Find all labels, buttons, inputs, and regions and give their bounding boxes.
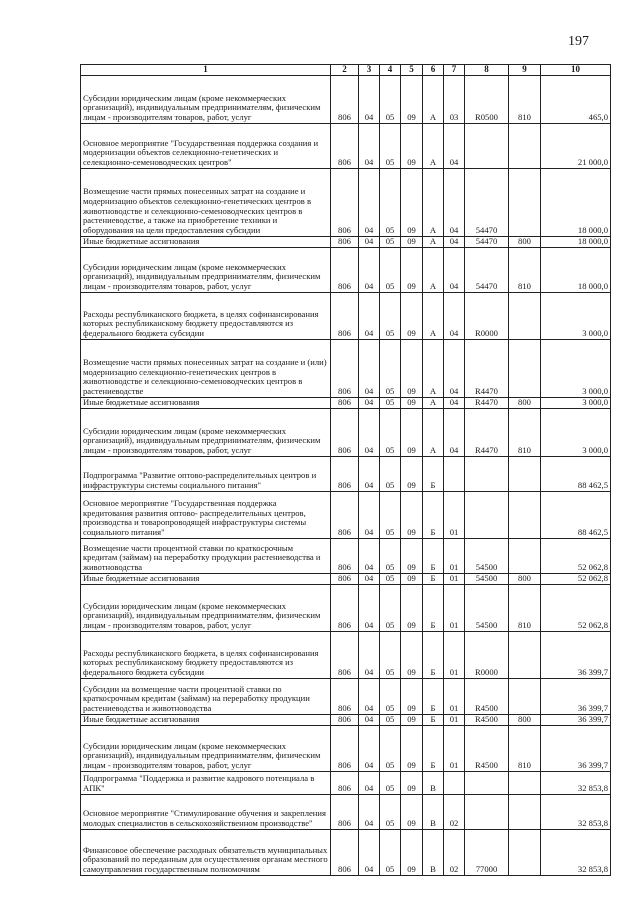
expense-type-cell: [509, 169, 541, 237]
glava-cell: 806: [331, 457, 359, 492]
table-body: [81, 76, 611, 876]
razdel-cell: 04: [359, 772, 380, 795]
row-name-cell: Иные бюджетные ассигнования: [81, 574, 331, 585]
measure-cell: 02: [444, 830, 465, 876]
amount-cell: 52 062,8: [541, 574, 611, 585]
program-cell: 09: [401, 539, 423, 574]
program-cell: 09: [401, 492, 423, 539]
subprogram-cell: В: [423, 830, 444, 876]
glava-cell: 806: [331, 715, 359, 726]
razdel-cell: 04: [359, 585, 380, 632]
program-cell: 09: [401, 169, 423, 237]
measure-cell: 04: [444, 169, 465, 237]
subprogram-cell: Б: [423, 726, 444, 772]
direction-cell: 54500: [465, 574, 509, 585]
razdel-cell: 04: [359, 457, 380, 492]
direction-cell: R0000: [465, 293, 509, 340]
amount-cell: 18 000,0: [541, 169, 611, 237]
subprogram-cell: А: [423, 409, 444, 457]
table-row: [81, 248, 611, 293]
razdel-cell: 04: [359, 293, 380, 340]
program-cell: 09: [401, 237, 423, 248]
podrazdel-cell: 05: [380, 492, 401, 539]
program-cell: 09: [401, 795, 423, 830]
razdel-cell: 04: [359, 539, 380, 574]
expense-type-cell: [509, 293, 541, 340]
razdel-cell: 04: [359, 409, 380, 457]
glava-cell: 806: [331, 340, 359, 398]
amount-cell: 36 399,7: [541, 726, 611, 772]
program-cell: 09: [401, 340, 423, 398]
table-row: [81, 340, 611, 398]
glava-cell: 806: [331, 830, 359, 876]
glava-cell: 806: [331, 726, 359, 772]
program-cell: 09: [401, 457, 423, 492]
razdel-cell: 04: [359, 76, 380, 124]
expense-type-cell: [509, 124, 541, 169]
glava-cell: 806: [331, 492, 359, 539]
measure-cell: 04: [444, 248, 465, 293]
subprogram-cell: Б: [423, 679, 444, 715]
podrazdel-cell: 05: [380, 715, 401, 726]
subprogram-cell: А: [423, 398, 444, 409]
podrazdel-cell: 05: [380, 539, 401, 574]
measure-cell: 04: [444, 409, 465, 457]
page-number: 197: [568, 34, 589, 49]
column-header-8: 8: [465, 65, 509, 76]
measure-cell: [444, 457, 465, 492]
row-name-cell: Субсидии юридическим лицам (кроме некоммерческих организаций), индивидуальным предпринимателям, физическим лицам - производителям товаров, работ, услуг: [81, 726, 331, 772]
measure-cell: 03: [444, 76, 465, 124]
table-row: [81, 679, 611, 715]
table-row: [81, 539, 611, 574]
expense-type-cell: [509, 830, 541, 876]
direction-cell: 54500: [465, 539, 509, 574]
expense-type-cell: 800: [509, 237, 541, 248]
amount-cell: 52 062,8: [541, 539, 611, 574]
amount-cell: 52 062,8: [541, 585, 611, 632]
table-row: [81, 398, 611, 409]
amount-cell: 36 399,7: [541, 632, 611, 679]
measure-cell: 01: [444, 726, 465, 772]
amount-cell: 3 000,0: [541, 409, 611, 457]
amount-cell: 88 462,5: [541, 457, 611, 492]
podrazdel-cell: 05: [380, 248, 401, 293]
table-row: [81, 457, 611, 492]
razdel-cell: 04: [359, 169, 380, 237]
razdel-cell: 04: [359, 679, 380, 715]
amount-cell: 32 853,8: [541, 772, 611, 795]
subprogram-cell: А: [423, 293, 444, 340]
measure-cell: 04: [444, 237, 465, 248]
amount-cell: 36 399,7: [541, 715, 611, 726]
amount-cell: 3 000,0: [541, 398, 611, 409]
column-header-3: 3: [359, 65, 380, 76]
measure-cell: 04: [444, 398, 465, 409]
program-cell: 09: [401, 772, 423, 795]
glava-cell: 806: [331, 409, 359, 457]
direction-cell: [465, 492, 509, 539]
subprogram-cell: Б: [423, 492, 444, 539]
program-cell: 09: [401, 248, 423, 293]
glava-cell: 806: [331, 248, 359, 293]
program-cell: 09: [401, 293, 423, 340]
measure-cell: 04: [444, 340, 465, 398]
table-row: [81, 772, 611, 795]
program-cell: 09: [401, 726, 423, 772]
subprogram-cell: Б: [423, 715, 444, 726]
program-cell: 09: [401, 830, 423, 876]
subprogram-cell: А: [423, 248, 444, 293]
amount-cell: 32 853,8: [541, 830, 611, 876]
glava-cell: 806: [331, 124, 359, 169]
table-row: [81, 76, 611, 124]
direction-cell: R4470: [465, 340, 509, 398]
razdel-cell: 04: [359, 124, 380, 169]
row-name-cell: Субсидии юридическим лицам (кроме некоммерческих организаций), индивидуальным предпринимателям, физическим лицам - производителям товаров, работ, услуг: [81, 248, 331, 293]
measure-cell: 04: [444, 293, 465, 340]
razdel-cell: 04: [359, 398, 380, 409]
amount-cell: 18 000,0: [541, 248, 611, 293]
direction-cell: [465, 772, 509, 795]
podrazdel-cell: 05: [380, 409, 401, 457]
row-name-cell: Субсидии на возмещение части процентной ставки по краткосрочным кредитам (займам) на переработку продукции растениеводства и животноводства: [81, 679, 331, 715]
row-name-cell: Финансовое обеспечение расходных обязательств муниципальных образований по переданным для осуществления органам местного самоуправления государственным полномочиям: [81, 830, 331, 876]
glava-cell: 806: [331, 398, 359, 409]
podrazdel-cell: 05: [380, 574, 401, 585]
razdel-cell: 04: [359, 248, 380, 293]
podrazdel-cell: 05: [380, 293, 401, 340]
amount-cell: 32 853,8: [541, 795, 611, 830]
measure-cell: 01: [444, 585, 465, 632]
column-header-1: 1: [81, 65, 331, 76]
measure-cell: 01: [444, 539, 465, 574]
expense-type-cell: 800: [509, 715, 541, 726]
expense-type-cell: 800: [509, 398, 541, 409]
podrazdel-cell: 05: [380, 398, 401, 409]
measure-cell: 01: [444, 574, 465, 585]
razdel-cell: 04: [359, 632, 380, 679]
expense-type-cell: [509, 632, 541, 679]
amount-cell: 18 000,0: [541, 237, 611, 248]
program-cell: 09: [401, 715, 423, 726]
table-row: [81, 830, 611, 876]
table-row: [81, 124, 611, 169]
table-row: [81, 795, 611, 830]
expense-type-cell: [509, 679, 541, 715]
amount-cell: 3 000,0: [541, 293, 611, 340]
header-row: [81, 65, 611, 76]
subprogram-cell: Б: [423, 457, 444, 492]
column-header-7: 7: [444, 65, 465, 76]
expense-type-cell: [509, 457, 541, 492]
razdel-cell: 04: [359, 492, 380, 539]
row-name-cell: Субсидии юридическим лицам (кроме некоммерческих организаций), индивидуальным предпринимателям, физическим лицам - производителям товаров, работ, услуг: [81, 76, 331, 124]
direction-cell: [465, 124, 509, 169]
row-name-cell: Возмещение части процентной ставки по краткосрочным кредитам (займам) на переработку продукции растениеводства и животноводства: [81, 539, 331, 574]
expense-type-cell: [509, 795, 541, 830]
measure-cell: 01: [444, 715, 465, 726]
podrazdel-cell: 05: [380, 772, 401, 795]
subprogram-cell: А: [423, 169, 444, 237]
program-cell: 09: [401, 409, 423, 457]
direction-cell: 54470: [465, 248, 509, 293]
row-name-cell: Основное мероприятие "Государственная поддержка кредитования развития оптово- распределительных центров, производства и товаропроводящей инфраструктуры системы социального питания": [81, 492, 331, 539]
podrazdel-cell: 05: [380, 457, 401, 492]
expense-type-cell: 810: [509, 409, 541, 457]
glava-cell: 806: [331, 772, 359, 795]
podrazdel-cell: 05: [380, 169, 401, 237]
subprogram-cell: Б: [423, 574, 444, 585]
direction-cell: R4470: [465, 398, 509, 409]
amount-cell: 465,0: [541, 76, 611, 124]
podrazdel-cell: 05: [380, 237, 401, 248]
expense-type-cell: [509, 492, 541, 539]
direction-cell: R0000: [465, 632, 509, 679]
table-row: [81, 574, 611, 585]
subprogram-cell: А: [423, 340, 444, 398]
row-name-cell: Расходы республиканского бюджета, в целях софинансирования которых республиканскому бюджету предоставляются из федерального бюджета субсидии: [81, 293, 331, 340]
glava-cell: 806: [331, 795, 359, 830]
direction-cell: 77000: [465, 830, 509, 876]
expense-type-cell: 810: [509, 585, 541, 632]
program-cell: 09: [401, 398, 423, 409]
subprogram-cell: А: [423, 76, 444, 124]
row-name-cell: Возмещение части прямых понесенных затрат на создание и модернизацию объектов селекционно-генетических центров в животноводстве и селекционно-семеноводческих центров в растениеводстве, а также на приобретение техники и оборудования на цели предоставления субсидии: [81, 169, 331, 237]
direction-cell: R4500: [465, 715, 509, 726]
table-row: [81, 409, 611, 457]
podrazdel-cell: 05: [380, 76, 401, 124]
row-name-cell: Субсидии юридическим лицам (кроме некоммерческих организаций), индивидуальным предпринимателям, физическим лицам - производителям товаров, работ, услуг: [81, 585, 331, 632]
measure-cell: 01: [444, 679, 465, 715]
program-cell: 09: [401, 632, 423, 679]
program-cell: 09: [401, 124, 423, 169]
direction-cell: [465, 457, 509, 492]
subprogram-cell: Б: [423, 632, 444, 679]
table-row: [81, 492, 611, 539]
measure-cell: 02: [444, 795, 465, 830]
expense-type-cell: 810: [509, 726, 541, 772]
glava-cell: 806: [331, 679, 359, 715]
row-name-cell: Расходы республиканского бюджета, в целях софинансирования которых республиканскому бюджету предоставляются из федерального бюджета субсидии: [81, 632, 331, 679]
column-header-4: 4: [380, 65, 401, 76]
column-header-9: 9: [509, 65, 541, 76]
row-name-cell: Возмещение части прямых понесенных затрат на создание и (или) модернизацию селекционно-генетических центров в животноводстве и селекционно-семеноводческих центров в растениеводстве: [81, 340, 331, 398]
subprogram-cell: А: [423, 124, 444, 169]
razdel-cell: 04: [359, 574, 380, 585]
subprogram-cell: Б: [423, 585, 444, 632]
program-cell: 09: [401, 585, 423, 632]
glava-cell: 806: [331, 76, 359, 124]
table-row: [81, 632, 611, 679]
direction-cell: R4500: [465, 679, 509, 715]
glava-cell: 806: [331, 574, 359, 585]
razdel-cell: 04: [359, 237, 380, 248]
column-header-2: 2: [331, 65, 359, 76]
glava-cell: 806: [331, 237, 359, 248]
glava-cell: 806: [331, 632, 359, 679]
row-name-cell: Субсидии юридическим лицам (кроме некоммерческих организаций), индивидуальным предпринимателям, физическим лицам - производителям товаров, работ, услуг: [81, 409, 331, 457]
row-name-cell: Иные бюджетные ассигнования: [81, 715, 331, 726]
table-row: [81, 293, 611, 340]
row-name-cell: Подпрограмма "Развитие оптово-распределительных центров и инфраструктуры системы социального питания": [81, 457, 331, 492]
program-cell: 09: [401, 574, 423, 585]
direction-cell: 54470: [465, 237, 509, 248]
podrazdel-cell: 05: [380, 585, 401, 632]
row-name-cell: Иные бюджетные ассигнования: [81, 237, 331, 248]
table-row: [81, 726, 611, 772]
direction-cell: [465, 795, 509, 830]
podrazdel-cell: 05: [380, 830, 401, 876]
program-cell: 09: [401, 76, 423, 124]
measure-cell: 01: [444, 632, 465, 679]
table-row: [81, 715, 611, 726]
expense-type-cell: [509, 539, 541, 574]
direction-cell: R0500: [465, 76, 509, 124]
podrazdel-cell: 05: [380, 340, 401, 398]
column-header-5: 5: [401, 65, 423, 76]
row-name-cell: Основное мероприятие "Государственная поддержка создания и модернизации объектов селекционно-генетических и селекционно-семеноводческих центров": [81, 124, 331, 169]
direction-cell: R4500: [465, 726, 509, 772]
glava-cell: 806: [331, 169, 359, 237]
amount-cell: 36 399,7: [541, 679, 611, 715]
subprogram-cell: А: [423, 237, 444, 248]
expense-type-cell: [509, 340, 541, 398]
program-cell: 09: [401, 679, 423, 715]
razdel-cell: 04: [359, 340, 380, 398]
expense-type-cell: 800: [509, 574, 541, 585]
subprogram-cell: В: [423, 795, 444, 830]
expense-type-cell: [509, 772, 541, 795]
expense-type-cell: 810: [509, 248, 541, 293]
podrazdel-cell: 05: [380, 124, 401, 169]
subprogram-cell: Б: [423, 539, 444, 574]
podrazdel-cell: 05: [380, 632, 401, 679]
measure-cell: [444, 772, 465, 795]
measure-cell: 04: [444, 124, 465, 169]
expense-type-cell: 810: [509, 76, 541, 124]
column-header-10: 10: [541, 65, 611, 76]
razdel-cell: 04: [359, 715, 380, 726]
column-header-6: 6: [423, 65, 444, 76]
table-row: [81, 585, 611, 632]
direction-cell: 54470: [465, 169, 509, 237]
row-name-cell: Иные бюджетные ассигнования: [81, 398, 331, 409]
budget-table: [80, 64, 611, 876]
amount-cell: 88 462,5: [541, 492, 611, 539]
glava-cell: 806: [331, 293, 359, 340]
razdel-cell: 04: [359, 830, 380, 876]
table-row: [81, 237, 611, 248]
row-name-cell: Подпрограмма "Поддержка и развитие кадрового потенциала в АПК": [81, 772, 331, 795]
podrazdel-cell: 05: [380, 726, 401, 772]
amount-cell: 3 000,0: [541, 340, 611, 398]
razdel-cell: 04: [359, 795, 380, 830]
glava-cell: 806: [331, 539, 359, 574]
direction-cell: 54500: [465, 585, 509, 632]
podrazdel-cell: 05: [380, 679, 401, 715]
subprogram-cell: В: [423, 772, 444, 795]
razdel-cell: 04: [359, 726, 380, 772]
amount-cell: 21 000,0: [541, 124, 611, 169]
row-name-cell: Основное мероприятие "Стимулирование обучения и закрепления молодых специалистов в сельскохозяйственном производстве": [81, 795, 331, 830]
measure-cell: 01: [444, 492, 465, 539]
direction-cell: R4470: [465, 409, 509, 457]
podrazdel-cell: 05: [380, 795, 401, 830]
table-row: [81, 169, 611, 237]
glava-cell: 806: [331, 585, 359, 632]
